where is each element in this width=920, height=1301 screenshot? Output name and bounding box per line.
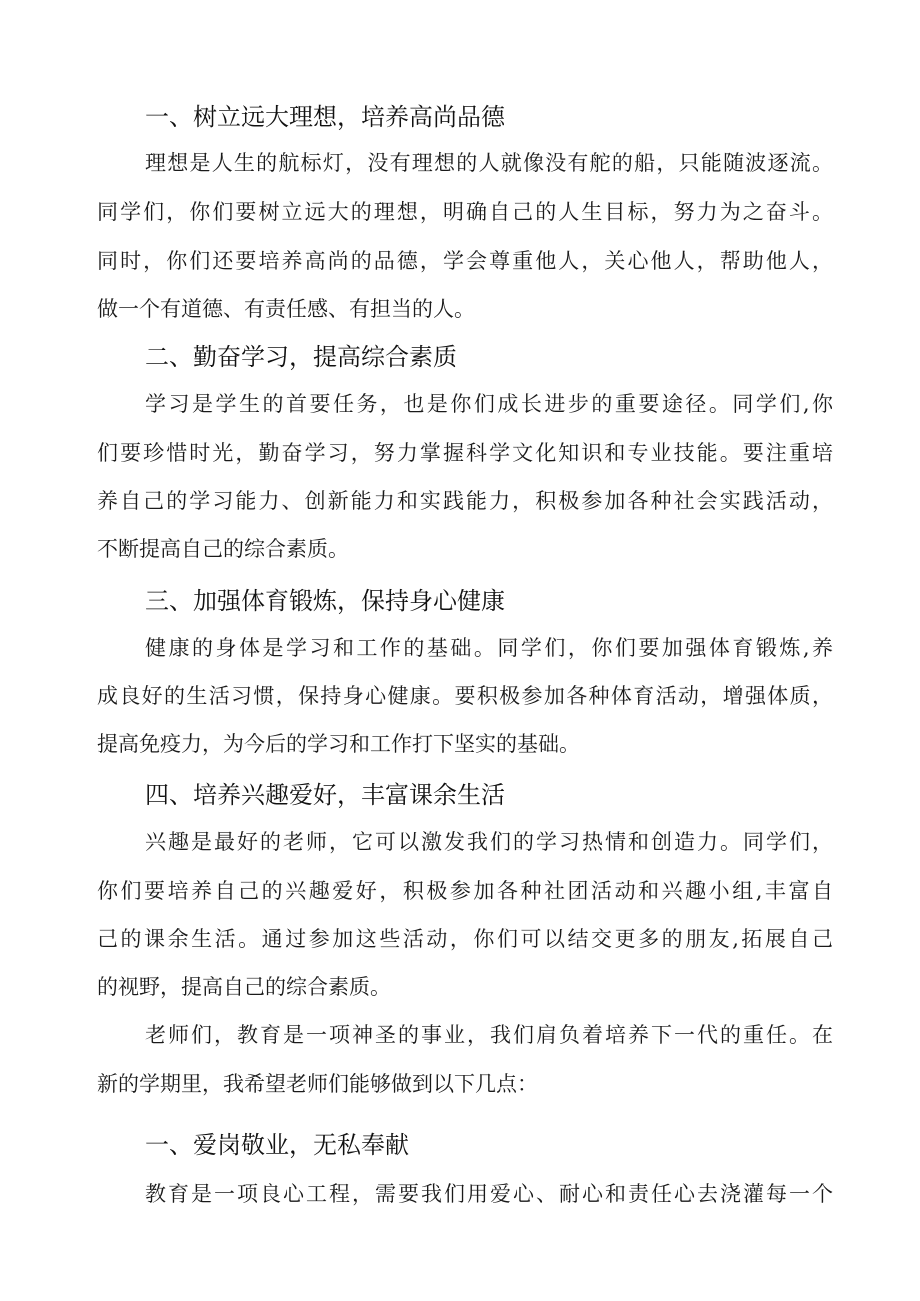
paragraph-line: 成良好的生活习惯，保持身心健康。要积极参加各种体育活动，增强体质， [97,684,833,708]
teacher-section-heading-1: 一、爱岗敬业，无私奉献 [145,1131,409,1159]
paragraph-line: 不断提高自己的综合素质。 [97,537,349,561]
paragraph-line: 做一个有道德、有责任感、有担当的人。 [97,297,475,321]
section-heading-2: 二、勤奋学习，提高综合素质 [145,343,457,371]
paragraph-line: 理想是人生的航标灯，没有理想的人就像没有舵的船，只能随波逐流。 [145,151,833,175]
section-heading-3: 三、加强体育锻炼，保持身心健康 [145,587,505,615]
paragraph-line: 己的课余生活。通过参加这些活动，你们可以结交更多的朋友,拓展自己 [97,927,833,951]
paragraph-line: 老师们，教育是一项神圣的事业，我们肩负着培养下一代的重任。在 [145,1023,833,1047]
paragraph-line: 学习是学生的首要任务，也是你们成长进步的重要途径。同学们,你 [145,392,833,416]
paragraph-line: 健康的身体是学习和工作的基础。同学们，你们要加强体育锻炼,养 [145,636,833,660]
paragraph-line: 兴趣是最好的老师，它可以激发我们的学习热情和创造力。同学们， [145,830,833,854]
section-heading-4: 四、培养兴趣爱好，丰富课余生活 [145,781,505,809]
paragraph-line: 新的学期里，我希望老师们能够做到以下几点： [97,1072,538,1096]
paragraph-line: 教育是一项良心工程，需要我们用爱心、耐心和责任心去浇灌每一个 [145,1182,833,1206]
paragraph-line: 同时，你们还要培养高尚的品德，学会尊重他人，关心他人，帮助他人， [97,249,833,273]
paragraph-line: 提高免疫力，为今后的学习和工作打下坚实的基础。 [97,732,580,756]
paragraph-line: 养自己的学习能力、创新能力和实践能力，积极参加各种社会实践活动， [97,489,833,513]
paragraph-line: 们要珍惜时光，勤奋学习，努力掌握科学文化知识和专业技能。要注重培 [97,441,833,465]
section-heading-1: 一、树立远大理想，培养高尚品德 [145,103,505,131]
paragraph-line: 你们要培养自己的兴趣爱好，积极参加各种社团活动和兴趣小组,丰富自 [97,879,833,903]
paragraph-line: 同学们，你们要树立远大的理想，明确自己的人生目标，努力为之奋斗。 [97,200,833,224]
paragraph-line: 的视野，提高自己的综合素质。 [97,975,391,999]
